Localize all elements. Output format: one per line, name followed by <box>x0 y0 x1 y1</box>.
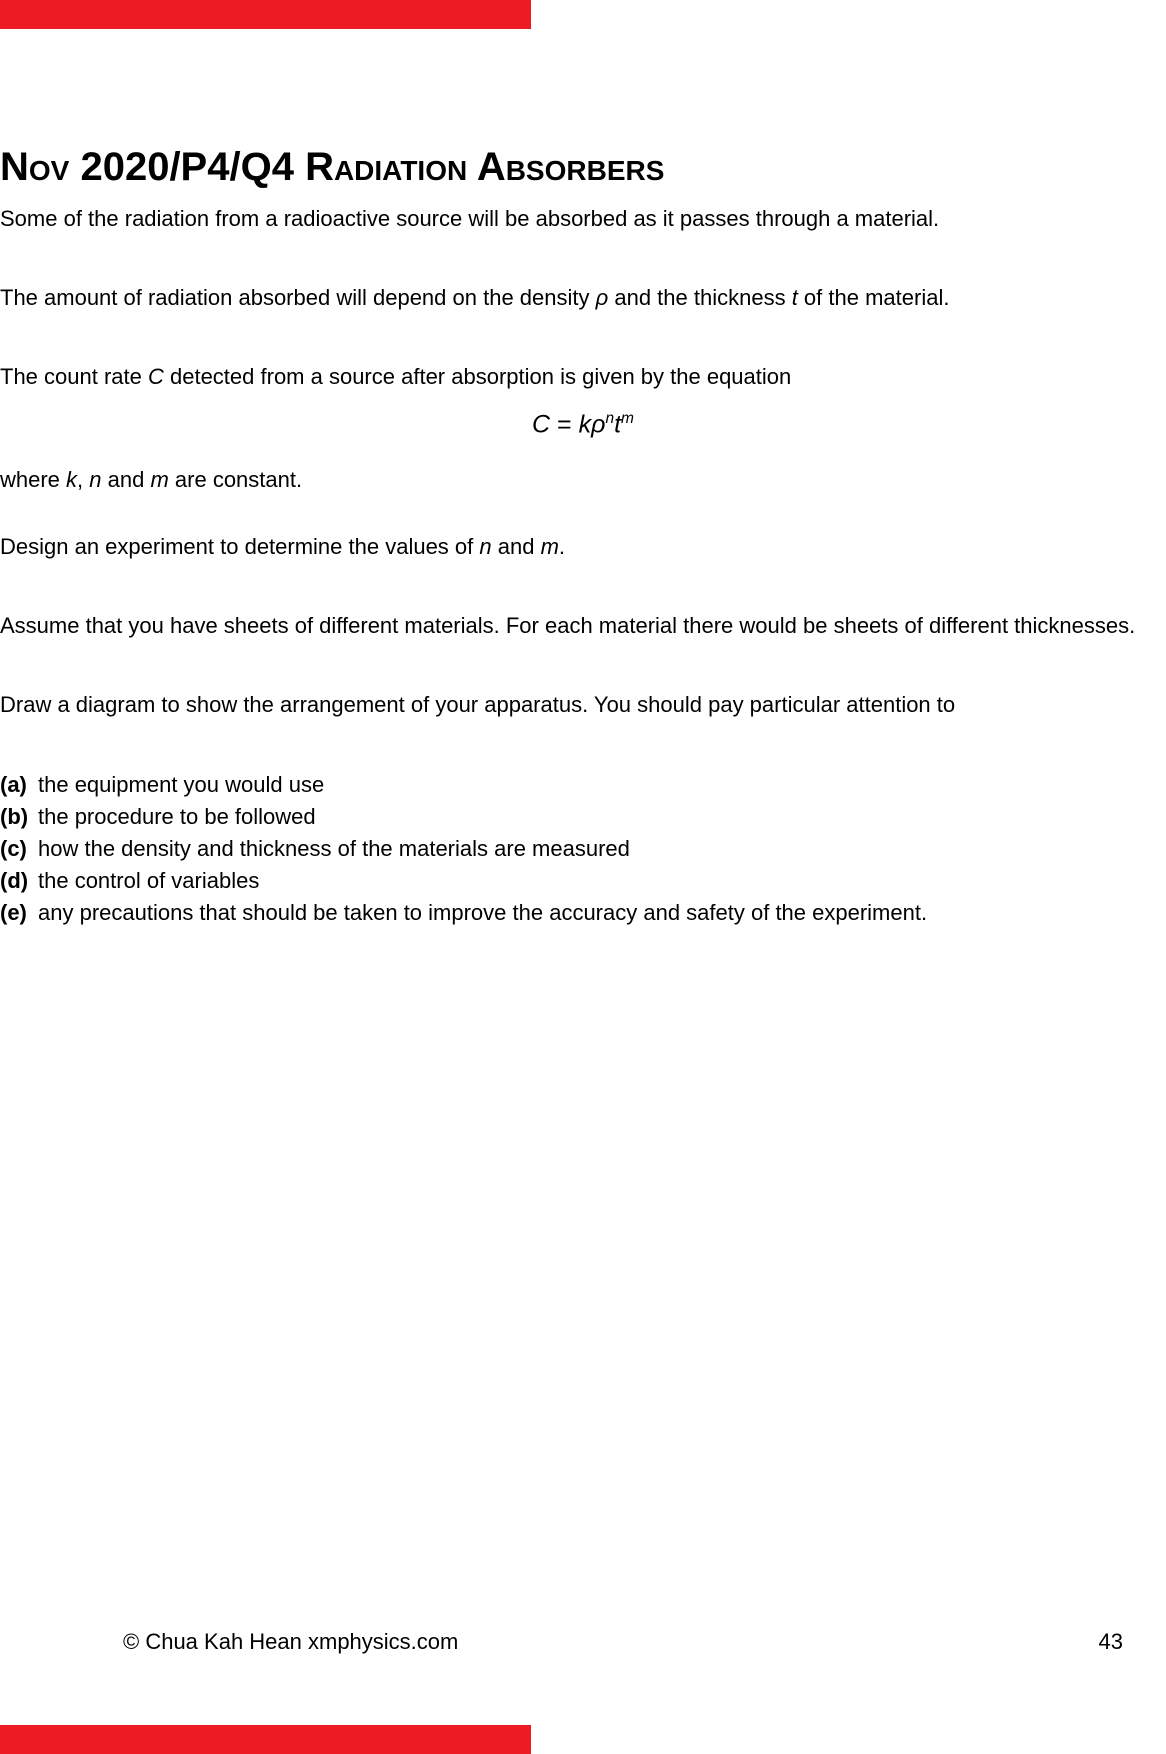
paragraph-diagram-instruction: Draw a diagram to show the arrangement of your apparatus. You should pay particular attention to <box>0 692 956 717</box>
paragraph-constants: where k, n and m are constant. <box>0 467 303 492</box>
list-item <box>0 803 927 835</box>
list-item <box>0 867 927 899</box>
page-number: 43 <box>1098 1629 1123 1654</box>
page-title: Nov 2020/P4/Q4 Radiation Absorbers <box>0 145 665 189</box>
attention-points-list <box>0 771 927 931</box>
list-item <box>0 771 927 803</box>
list-item-label: (c) <box>0 836 27 861</box>
paragraph-design-task: Design an experiment to determine the values of n and m. <box>0 534 566 559</box>
page-footer <box>123 1629 1123 1655</box>
bottom-red-accent-bar <box>0 1725 531 1754</box>
top-red-accent-bar <box>0 0 531 29</box>
list-item-text: the equipment you would use <box>38 772 325 797</box>
list-item <box>0 899 927 931</box>
list-item-text: the procedure to be followed <box>38 804 316 829</box>
list-item-label: (e) <box>0 900 27 925</box>
list-item-label: (d) <box>0 868 29 893</box>
list-item <box>0 835 927 867</box>
list-item-text: how the density and thickness of the materials are measured <box>38 836 630 861</box>
list-item-text: any precautions that should be taken to improve the accuracy and safety of the experiment. <box>38 900 928 925</box>
paragraph-density-thickness: The amount of radiation absorbed will depend on the density ρ and the thickness t of the material. <box>0 285 950 310</box>
copyright-text: © Chua Kah Hean xmphysics.com <box>123 1629 459 1654</box>
equation-count-rate: $C = k\rho^nt^m$ <box>532 410 634 439</box>
paragraph-assumption: Assume that you have sheets of different materials. For each material there would be sheets of different thicknesses. <box>0 613 1136 638</box>
paragraph-count-rate: The count rate C detected from a source after absorption is given by the equation <box>0 364 792 389</box>
list-item-label: (a) <box>0 772 27 797</box>
list-item-label: (b) <box>0 804 29 829</box>
paragraph-intro: Some of the radiation from a radioactive source will be absorbed as it passes through a material. <box>0 206 940 231</box>
list-item-text: the control of variables <box>38 868 260 893</box>
